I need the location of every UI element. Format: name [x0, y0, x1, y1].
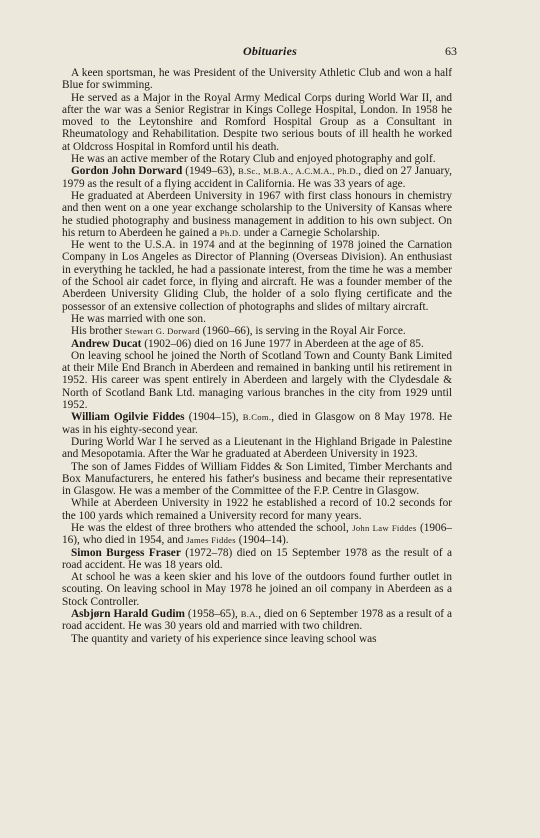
paragraph: The quantity and variety of his experience since leaving school was — [71, 632, 377, 645]
deceased-name: Asbjørn Harald Gudim — [71, 608, 185, 621]
paragraph: At school he was a keen skier and his love of the outdoors found further outlet in scouting. On leaving school in May 1978 he joined an oil company in Aberdeen as a Stock Controller. — [62, 571, 452, 608]
degrees: B.Sc., M.B.A., A.C.M.A., Ph.D. — [238, 166, 359, 177]
page-number: 63 — [445, 44, 457, 58]
deceased-name: William Ogilvie Fiddes — [71, 411, 185, 424]
paragraph: He went to the U.S.A. in 1974 and at the beginning of 1978 joined the Carnation Company in Los Angeles as Director of Planning (Overseas Division). An enthusiast in everything he tackled, he had a passionate interest, from the time he was a member of the School air cadet force, in flying and aircraft. He was a founder member of the Aberdeen University Gliding Club, the holder of a solo flying certificate and the possessor of an extensive collection of photographs and slides of miltary aircraft. — [62, 239, 452, 313]
relative-name: John Law Fiddes — [352, 522, 417, 533]
obituary-entry-fraser — [62, 547, 452, 572]
relative-name: James Fiddes — [186, 535, 236, 546]
text-run: He was the eldest of three brothers who attended the school, — [71, 521, 353, 534]
text-run: (1906–16), who died in 1954, and — [62, 521, 452, 547]
paragraph: He was an active member of the Rotary Club and enjoyed photography and golf. — [71, 153, 436, 166]
paragraph — [62, 190, 452, 239]
attendance-dates: (1949–63), — [182, 165, 238, 178]
deceased-name: Andrew Ducat — [71, 337, 142, 350]
running-header — [0, 44, 540, 60]
obituary-entry-ducat — [62, 338, 452, 350]
obituary-entry-dorward — [62, 165, 452, 190]
paragraph: On leaving school he joined the North of Scotland Town and County Bank Limited at their Mile End Branch in Aberdeen and remained in banking until his retirement in 1952. His career was spent entirely in Aberdeen and largely with the Clydesdale & North of Scotland Bank Ltd. managing various branches in the city from 1929 until 1952. — [62, 349, 452, 412]
relative-name: Stewart G. Dorward — [124, 326, 200, 337]
entry-text: , died in Glasgow on 8 May 1978. He was in his eighty-second year. — [62, 411, 452, 436]
degrees: B.Com. — [242, 412, 272, 423]
deceased-name: Gordon John Dorward — [71, 165, 183, 178]
degrees: B.A. — [240, 609, 259, 620]
deceased-name: Simon Burgess Fraser — [71, 546, 181, 559]
paragraph: While at Aberdeen University in 1922 he established a record of 10.2 seconds for the 100 yards which remained a University record for many years. — [62, 497, 452, 522]
entry-text: (1972–78) died on 15 September 1978 as the result of a road accident. He was 18 years old. — [62, 546, 453, 571]
obituaries-text — [62, 67, 452, 645]
degree: Ph.D. — [219, 227, 241, 238]
entry-text: , died on 6 September 1978 as a result of a road accident. He was 30 years old and married with two children. — [62, 608, 452, 633]
text-run: (1960–66), is serving in the Royal Air Force. — [199, 325, 406, 338]
paragraph — [62, 522, 452, 547]
attendance-dates: (1958–65), — [184, 608, 241, 621]
attendance-dates: (1904–15), — [184, 411, 243, 424]
paragraph: A keen sportsman, he was President of the University Athletic Club and won a half Blue for swimming. — [62, 67, 452, 92]
paragraph: He served as a Major in the Royal Army Medical Corps during World War II, and after the war was a Senior Registrar in Kings College Hospital, London. In 1958 he moved to the Leytonshire and Romford Hospital Group as a Consultant in Rheumatology and Rehabilitation. Despite two serious bouts of ill health he worked at Oldcross Hospital in Romford until his death. — [62, 91, 452, 153]
entry-text: , died on 27 January, 1979 as the result of a flying accident in California. He was 33 years of age. — [62, 165, 453, 190]
header-title: Obituaries — [242, 44, 297, 58]
text-run: (1904–14). — [235, 534, 289, 547]
paragraph: During World War I he served as a Lieutenant in the Highland Brigade in Palestine and Mesopotamia. After the War he graduated at Aberdeen University in 1923. — [62, 435, 452, 461]
text-run: He graduated at Aberdeen University in 1967 with first class honours in chemistry and then went on a one year exchange scholarship to the University of Kansas where he studied photography and business management in addition to his own subject. On his return to Aberdeen he gained a — [62, 189, 452, 239]
text-run: under a Carnegie Scholarship. — [240, 226, 380, 239]
text-run: His brother — [71, 325, 125, 338]
obituary-entry-gudim — [62, 608, 452, 633]
obituary-entry-fiddes — [62, 411, 452, 436]
paragraph — [62, 325, 452, 337]
entry-text: (1902–06) died on 16 June 1977 in Aberdeen at the age of 85. — [141, 337, 424, 350]
paragraph: He was married with one son. — [71, 312, 206, 325]
paragraph: The son of James Fiddes of William Fiddes & Son Limited, Timber Merchants and Box Manufacturers, he entered his father's business and became their representative in Glasgow. He was a member of the Committee of the F.P. Centre in Glasgow. — [62, 460, 452, 498]
